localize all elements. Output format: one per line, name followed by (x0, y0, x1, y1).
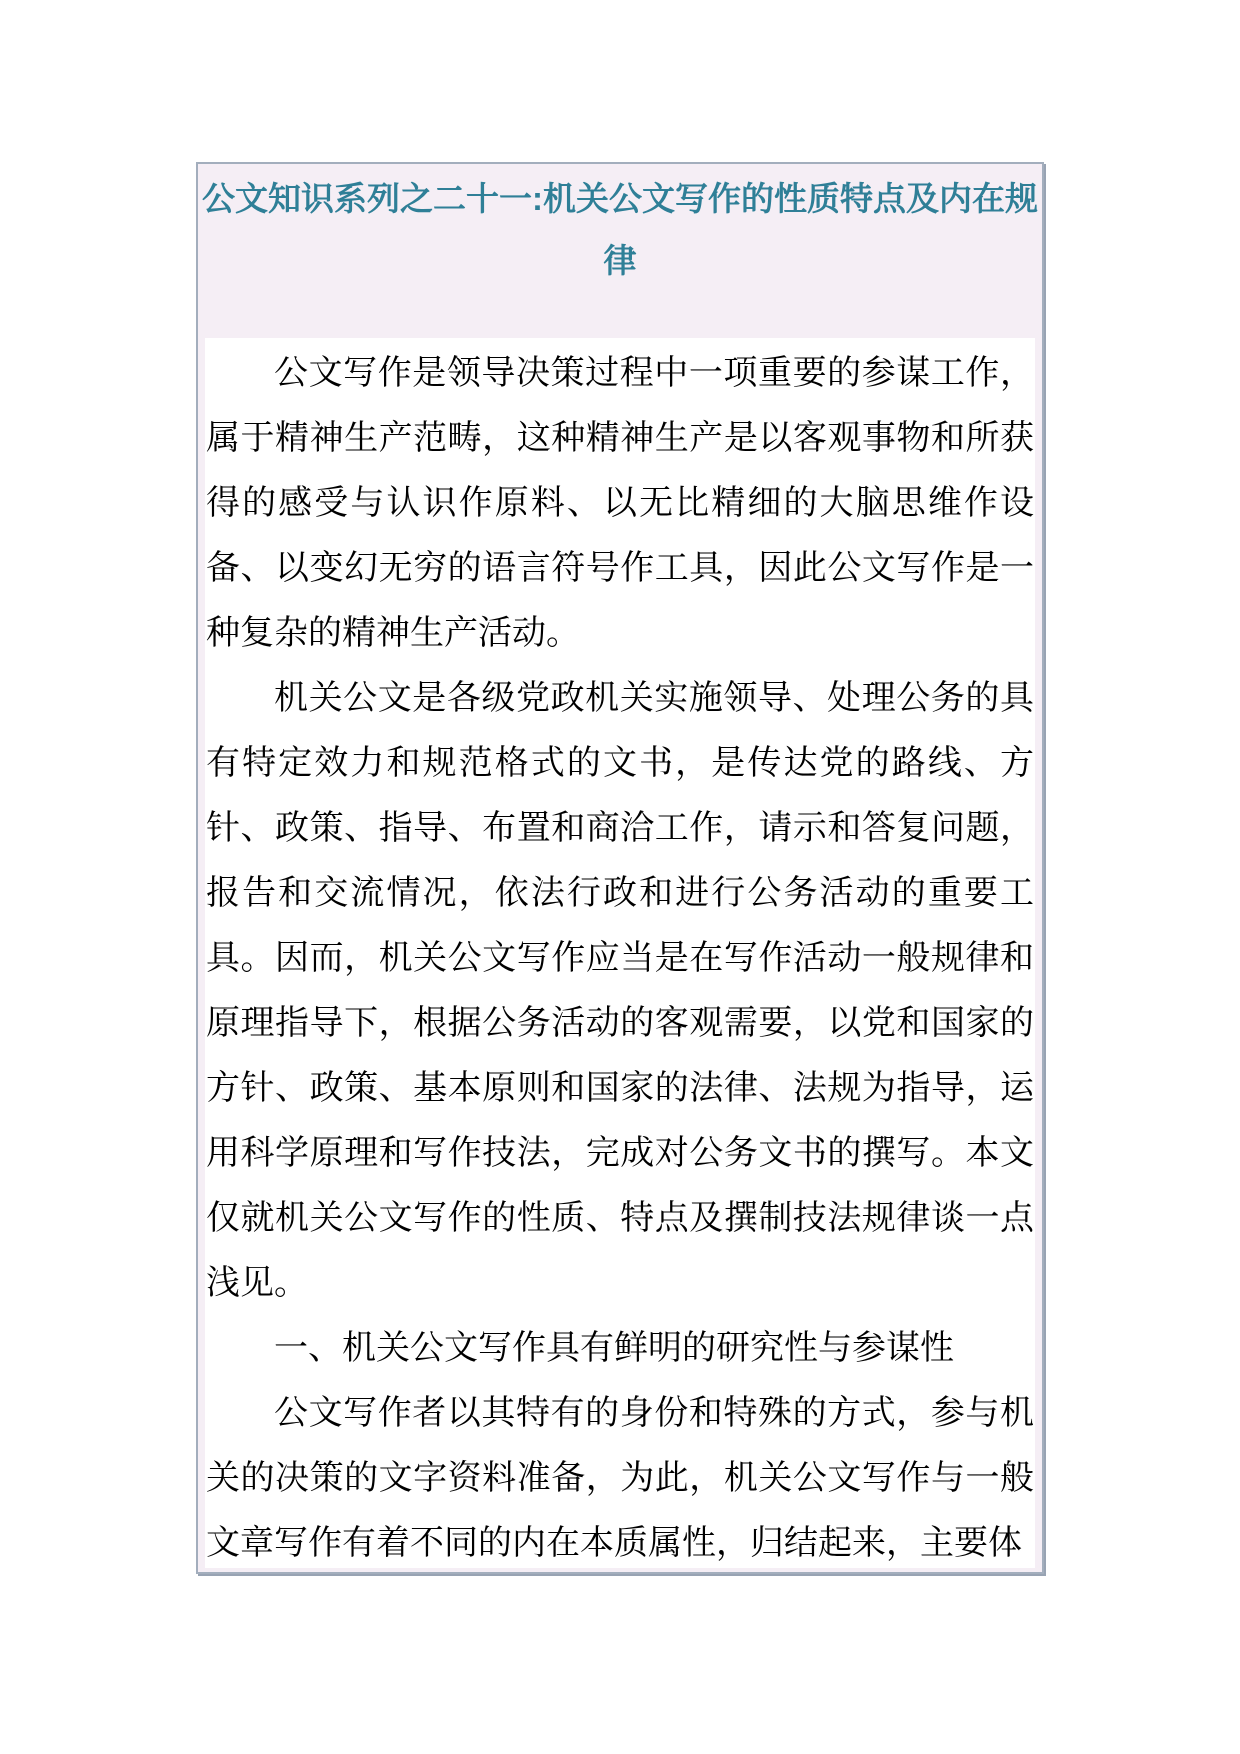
article-title: 公文知识系列之二十一:机关公文写作的性质特点及内在规律 (202, 180, 1038, 279)
paragraph: 机关公文是各级党政机关实施领导、处理公务的具有特定效力和规范格式的文书，是传达党的路线、方针、政策、指导、布置和商洽工作，请示和答复问题，报告和交流情况，依法行政和进行公务活动的重要工具。因而，机关公文写作应当是在写作活动一般规律和原理指导下，根据公务活动的客观需要，以党和国家的方针、政策、基本原则和国家的法律、法规为指导，运用科学原理和写作技法，完成对公务文书的撰写。本文仅就机关公文写作的性质、特点及撰制技法规律谈一点浅见。 (206, 679, 1034, 1302)
article-body (205, 338, 1035, 1568)
paragraph: 公文写作是领导决策过程中一项重要的参谋工作，属于精神生产范畴，这种精神生产是以客观事物和所获得的感受与认识作原料、以无比精细的大脑思维作设备、以变幻无穷的语言符号作工具，因此公文写作是一种复杂的精神生产活动。 (206, 354, 1034, 652)
paragraph: 公文写作者以其特有的身份和特殊的方式，参与机关的决策的文字资料准备，为此，机关公文写作与一般文章写作有着不同的内在本质属性，归结起来，主要体 (206, 1394, 1034, 1562)
article-box (196, 162, 1044, 1574)
section-heading: 一、机关公文写作具有鲜明的研究性与参谋性 (274, 1329, 954, 1367)
